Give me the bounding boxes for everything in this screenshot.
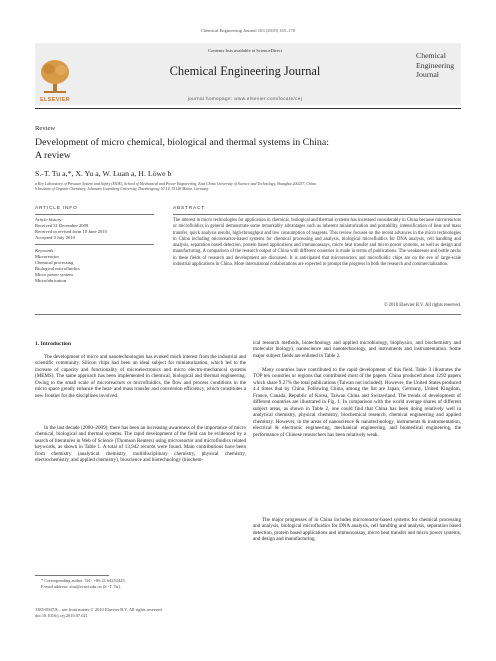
article-history (35, 217, 154, 241)
abstract-rule (173, 214, 461, 215)
affiliations (35, 182, 461, 192)
article-type: Review (35, 125, 56, 132)
abstract-heading: ABSTRACT (173, 206, 205, 211)
doi-link[interactable]: doi:10.1016/j.cej.2010.07.021 (35, 613, 88, 618)
contents-available (80, 48, 410, 54)
history-label: Article history: (35, 217, 63, 222)
right-column-paragraph-3 (253, 517, 461, 543)
corresponding-author-note: * Corresponding author. Tel.: +86 21 64253425. (41, 578, 126, 583)
issn-line: 1385-8947/$ – see front matter © 2010 Elsevier B.V. All rights reserved. (35, 607, 163, 612)
publisher-logo-text: ELSEVIER (39, 97, 71, 103)
paragraph-text: The development of micro and nanotechnologies has evoked much interest from the industrial and scientific community. Silicon chips had been an ideal subject for miniaturization, which led to the increase of capacity and functionality of microelectronics and micro electro-mechanical systems (MEMS). The same approach has been implemented in chemical, biological and thermal engineering. Owing to the small scale of microreactors or microfluidics, the flow and process conditions in the micro space greatly enhance the heat- and mass transfer and conversion efficiency, which constitutes a new frontier for the disciplines involved. (35, 354, 246, 399)
keyword-item: Chemical processing (35, 260, 74, 265)
authors: S.-T. Tu a,*, X. Yu a, W. Luan a, H. Löwe b (35, 169, 172, 178)
article-info-heading: ARTICLE INFO (35, 206, 78, 211)
introduction-paragraph-1 (35, 354, 246, 399)
journal-title: Chemical Engineering Journal (169, 64, 321, 78)
front-matter (35, 607, 335, 619)
keyword-item: Microfabrication (35, 278, 67, 283)
email-note[interactable]: E-mail address: sttu@ecust.edu.cn (S.-T. Tu). (41, 584, 121, 589)
accepted-date: Accepted 9 July 2010 (35, 235, 75, 240)
journal-cover-title (416, 51, 466, 80)
article-title-line-2: A review (35, 149, 71, 161)
article-title-line-1: Development of micro chemical, biological and thermal systems in China: (35, 137, 329, 148)
journal-reference: Chemical Engineering Journal 163 (2010) 165–170 (200, 28, 296, 33)
affiliation-b: b Institute of Organic Chemistry, Johannes Gutenberg University, Duesbergweg 10-14, 55128 Mainz, Germany (35, 187, 209, 191)
revised-date: Received in revised form 10 June 2010 (35, 229, 107, 234)
section-heading-introduction: 1. Introduction (35, 341, 71, 347)
introduction-paragraph-2 (35, 425, 246, 464)
keywords-rule (35, 244, 154, 245)
abstract-text: The interest in micro technologies for application in chemical, biological and thermal systems has increased considerably in China because microreactors or microfluidics in general demonstrate some remarkably advantages such as inherent miniaturization and portability, intensification of heat and mass transfer, quick analysis results, high-throughput and low consumption of reagents. This review focuses on the recent advances in the micro technologies in China including microreactor-based systems for chemical processing and analysis, biological microfluidics for DNA analysis, cell handling and analysis, separation based detection, protein based applications and immunoassays, micro heat transfer and micro power systems, as well as design and manufacturing. A comparison of the research output of China with different countries is made in terms of publications. The weaknesses and bottle necks in these fields of research and development are discussed. It is anticipated that microreactors and microfluidic chips are on the eve of large-scale industrial applications in China. More international collaborations are expected to prompt the progress in both the research and commercialization. (173, 218, 461, 267)
paragraph-text: ical research methods, biotechnology and applied microbiology, biophysics, and biochemistry and molecular biology), nanoscience and nanotechnology, and instruments and instrumentation. Some major subject fields are enlisted in Table 2. (253, 340, 461, 359)
paragraph-text: The major progresses of in China includes microreactor-based systems for chemical processing and analysis, biological microfluidics for DNA analysis, cell handling and analysis, separation based detection, protein based applications and immunoassay, micro heat transfer and micro power systems, and design and manufacturing. (253, 517, 461, 543)
cover-title-line-3: Journal (416, 70, 439, 80)
elsevier-tree-logo (38, 56, 72, 96)
keywords-label: Keywords: (35, 248, 55, 253)
footnote-rule (35, 575, 109, 576)
keyword-item: Biological microfluidics (35, 266, 80, 271)
contents-available-text: Contents lists available at ScienceDirect (208, 48, 282, 53)
article-title (35, 137, 461, 162)
keyword-item: Micro power system (35, 272, 73, 277)
keyword-item: Microreactor (35, 254, 59, 259)
affiliation-a: a Key Laboratory of Pressure System and Safety (MOE), School of Mechanical and Power Engineering, East China University of Science and Technology, Shanghai 200237, China (35, 182, 316, 186)
masthead-rule (35, 108, 461, 109)
abstract-bottom-rule (35, 314, 461, 315)
article-info-rule (35, 214, 154, 215)
paragraph-text: In the last decade (2000–2009), there has been an increasing awareness of the importance of micro chemical, biological and thermal systems. The rapid development of the field can be evidenced by a search of literatures in Web of Science (Thomson Reuters) using microreactor and microfluidics related keywords, as shown in Table 1. A total of 13,942 records were found. Main contributions have been from chemistry (analytical chemistry, multidisciplinary chemistry, physical chemistry, electrochemistry, and applied chemistry), bioscience and biotechnology (biochem- (35, 425, 246, 464)
right-column-paragraph-1 (253, 340, 461, 359)
copyright: © 2010 Elsevier B.V. All rights reserved. (383, 303, 461, 308)
footnotes (35, 578, 246, 590)
journal-homepage-link[interactable]: journal homepage: www.elsevier.com/locate/cej (187, 96, 303, 101)
keywords-block (35, 248, 154, 284)
right-column-paragraph-2 (253, 367, 461, 438)
received-date: Received 31 December 2009 (35, 223, 89, 228)
cover-title-line-1: Chemical (416, 51, 446, 60)
paragraph-text: Many countries have contributed to the rapid development of this field. Table 3 illustrates the TOP ten countries or regions that contributed most of the papers. China produced about 1292 papers which share 9.27% the total publications (Taiwan not included). However, the United States produced 4.4 times that by China. Following China, among the list are Japan, Germany, United Kingdom, France, Canada, Republic of Korea, Taiwan China and Switzerland. The trends of development of different countries are illustrated in Fig. 1. In comparison with the world average shares of different subject areas, as shown in Table 2, one could find that China has been doing relatively well in analytical chemistry, physical chemistry, biochemical research, chemical engineering and applied chemistry. However, in the areas of nanoscience & nanotechnology, instruments & instrumentation, electrical & electronic engineering, mechanical engineering, and biomedical engineering, the performance of Chinese researchers has been relatively weak. (253, 367, 461, 438)
cover-title-line-2: Engineering (416, 60, 455, 70)
